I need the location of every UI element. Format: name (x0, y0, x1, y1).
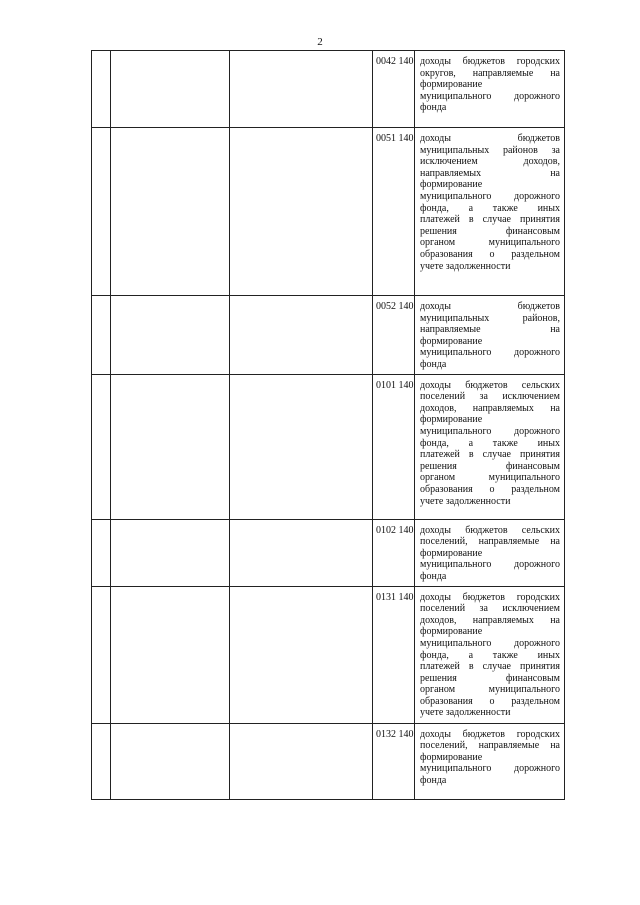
empty-cell (92, 51, 111, 128)
description-line: доходы бюджетов (420, 301, 560, 312)
description-line: доходы бюджетов сельских (420, 524, 560, 536)
description-cell (415, 128, 565, 296)
description-line: муниципального дорожного (420, 559, 560, 571)
page-number: 2 (317, 36, 323, 48)
description-line: исключением доходов, (420, 156, 560, 168)
empty-cell (92, 586, 111, 723)
empty-cell (230, 374, 373, 519)
description-line: доходы бюджетов городских (420, 591, 560, 603)
description-line: муниципального дорожного (420, 637, 560, 649)
description-line: муниципальных районов за (420, 144, 560, 156)
description-line: платежей в случае принятия (420, 661, 560, 673)
description-line: формирование (420, 179, 483, 191)
description-cell (415, 51, 565, 128)
description-line: фонда (420, 570, 447, 582)
description-line: решения финансовым (420, 672, 560, 684)
empty-cell (92, 374, 111, 519)
empty-cell (230, 296, 373, 375)
empty-cell (111, 519, 230, 586)
description-line: доходов, направляемых на (420, 614, 560, 626)
description-line: доходы бюджетов городских (420, 56, 560, 67)
description-line: муниципального дорожного (420, 347, 560, 359)
empty-cell (92, 128, 111, 296)
empty-cell (92, 519, 111, 586)
description-line: решения финансовым (420, 460, 560, 472)
description-line: формирование (420, 626, 483, 638)
description-line: направляемые на (420, 324, 560, 336)
empty-cell (230, 519, 373, 586)
description-line: доходов, направляемых на (420, 402, 560, 414)
description-line: образования о раздельном (420, 248, 560, 260)
description-line: поселений за исключением (420, 391, 560, 403)
empty-cell (230, 723, 373, 799)
description-line: доходы бюджетов городских (420, 728, 560, 740)
description-line: муниципальных районов, (420, 312, 560, 324)
description-line: учете задолженности (420, 707, 511, 719)
description-line: образования о раздельном (420, 695, 560, 707)
empty-cell (111, 128, 230, 296)
code-cell: 0132 140 (373, 723, 415, 799)
table-row (92, 296, 565, 375)
description-line: органом муниципального (420, 472, 560, 484)
description-line: округов, направляемые на (420, 67, 560, 79)
description-line: учете задолженности (420, 495, 511, 507)
description-line: органом муниципального (420, 237, 560, 249)
description-cell (415, 296, 565, 375)
description-line: формирование (420, 79, 483, 91)
code-cell: 0042 140 (373, 51, 415, 128)
description-cell (415, 374, 565, 519)
table-row (92, 51, 565, 128)
description-cell (415, 519, 565, 586)
description-line: фонда (420, 774, 447, 786)
description-line: муниципального дорожного (420, 425, 560, 437)
description-line: платежей в случае принятия (420, 449, 560, 461)
description-line: формирование (420, 751, 483, 763)
code-cell: 0052 140 (373, 296, 415, 375)
description-line: поселений, направляемые на (420, 740, 560, 752)
empty-cell (111, 296, 230, 375)
description-line: поселений, направляемые на (420, 536, 560, 548)
description-line: фонда, а также иных (420, 437, 560, 449)
description-line: платежей в случае принятия (420, 214, 560, 226)
empty-cell (111, 51, 230, 128)
description-cell (415, 723, 565, 799)
budget-codes-table (91, 50, 565, 800)
description-line: формирование (420, 414, 483, 426)
description-line: образования о раздельном (420, 483, 560, 495)
table-row (92, 128, 565, 296)
description-line: муниципального дорожного (420, 90, 560, 102)
table-row (92, 374, 565, 519)
description-line: учете задолженности (420, 260, 511, 272)
empty-cell (111, 723, 230, 799)
description-line: направляемых на (420, 167, 560, 179)
description-line: фонда, а также иных (420, 202, 560, 214)
description-line: фонда (420, 358, 447, 370)
table-row (92, 586, 565, 723)
description-line: поселений за исключением (420, 603, 560, 615)
empty-cell (111, 374, 230, 519)
code-cell: 0131 140 (373, 586, 415, 723)
description-cell (415, 586, 565, 723)
description-line: доходы бюджетов сельских (420, 379, 560, 391)
empty-cell (230, 51, 373, 128)
code-cell: 0051 140 (373, 128, 415, 296)
empty-cell (111, 586, 230, 723)
description-line: органом муниципального (420, 684, 560, 696)
code-cell: 0101 140 (373, 374, 415, 519)
table-row (92, 519, 565, 586)
table-row (92, 723, 565, 799)
empty-cell (92, 723, 111, 799)
description-line: фонда (420, 102, 447, 114)
description-line: решения финансовым (420, 225, 560, 237)
description-line: фонда, а также иных (420, 649, 560, 661)
empty-cell (230, 128, 373, 296)
description-line: доходы бюджетов (420, 133, 560, 144)
description-line: формирование (420, 335, 483, 347)
description-line: муниципального дорожного (420, 763, 560, 775)
empty-cell (230, 586, 373, 723)
description-line: муниципального дорожного (420, 190, 560, 202)
empty-cell (92, 296, 111, 375)
code-cell: 0102 140 (373, 519, 415, 586)
description-line: формирование (420, 547, 483, 559)
